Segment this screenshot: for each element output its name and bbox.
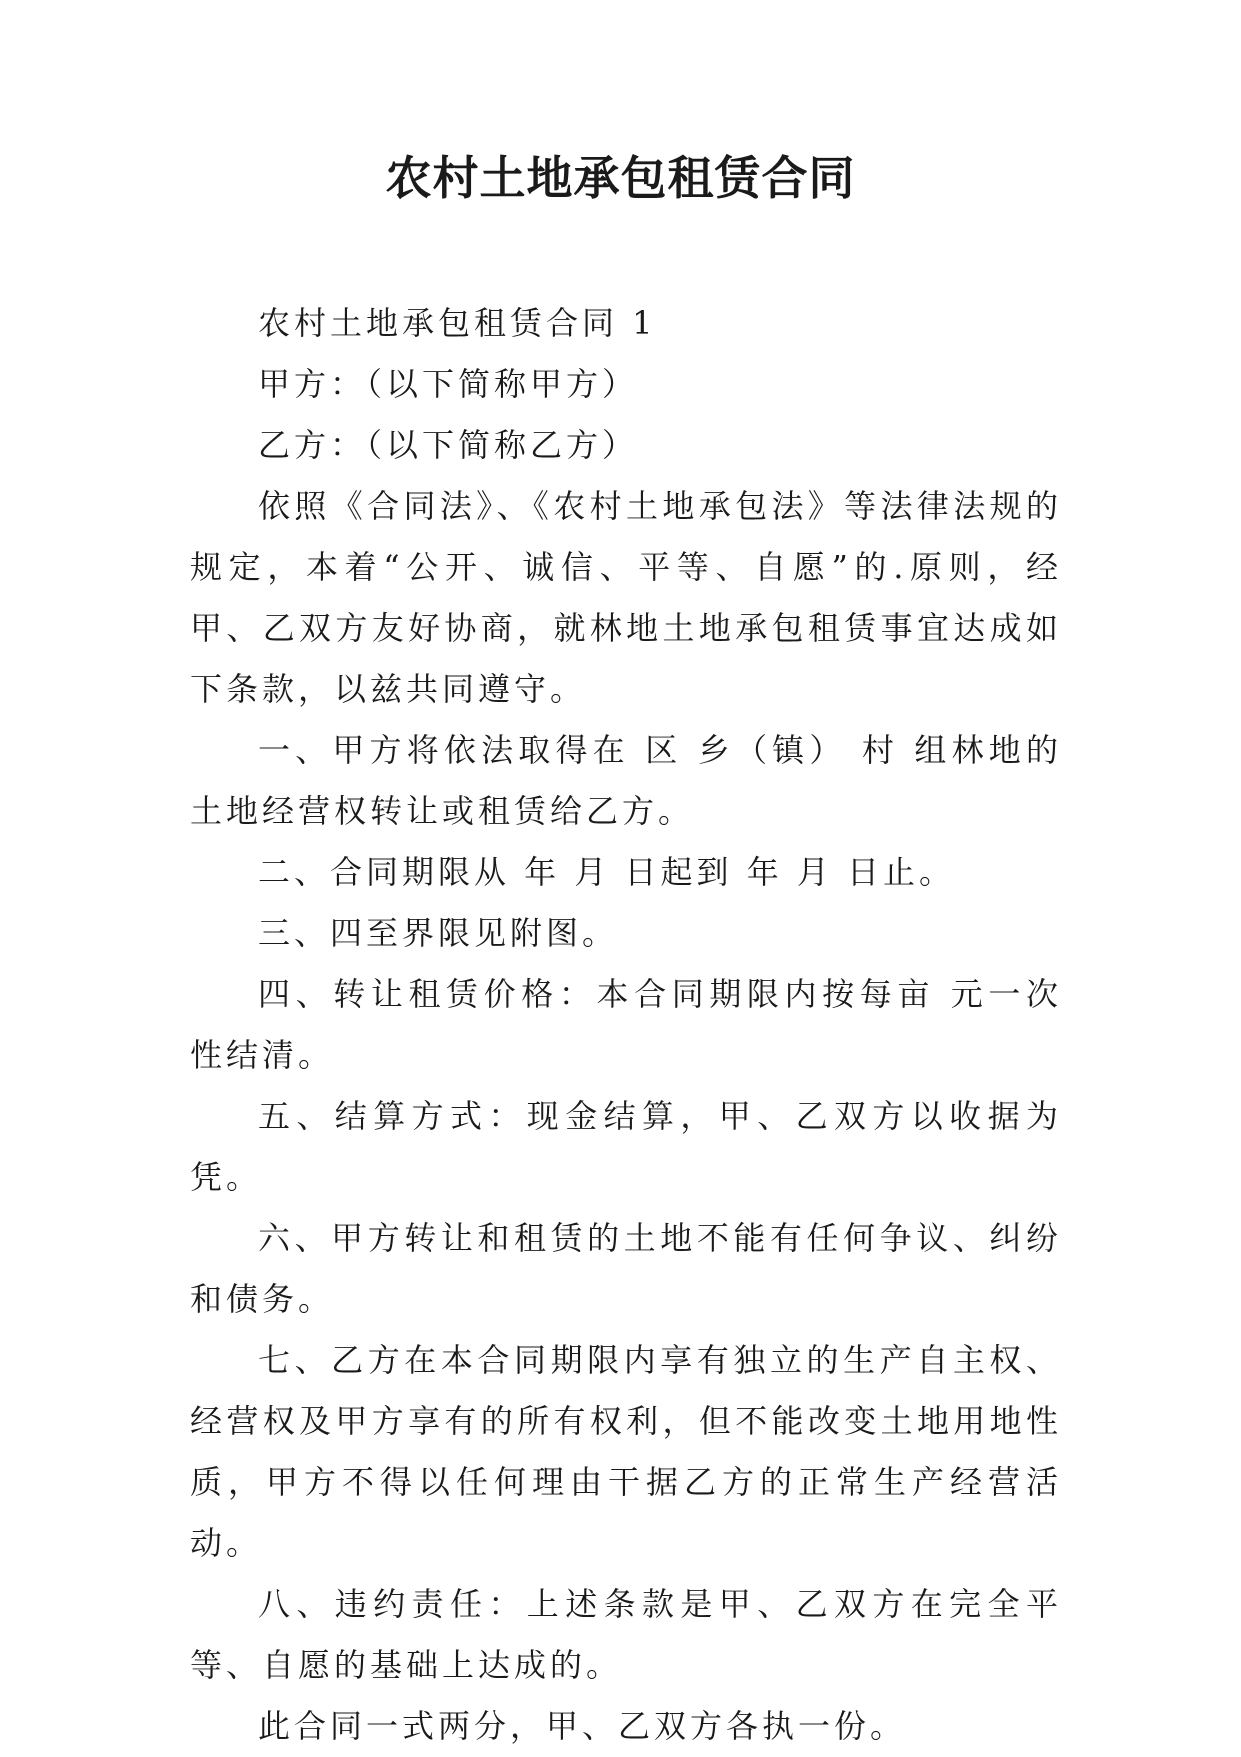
paragraph-clause-2: 二、合同期限从 年 月 日起到 年 月 日止。 xyxy=(258,853,956,891)
paragraph-clause-7: 七、乙方在本合同期限内享有独立的生产自主权、经营权及甲方享有的所有权利，但不能改变土地用地性质，甲方不得以任何理由干据乙方的正常生产经营活动。 xyxy=(190,1341,1062,1562)
paragraph-preamble: 依照《合同法》、《农村土地承包法》等法律法规的规定，本着“公开、诚信、平等、自愿”的.原则，经甲、乙双方友好协商，就林地土地承包租赁事宜达成如下条款，以兹共同遵守。 xyxy=(190,487,1062,708)
paragraph-party-a: 甲方：（以下简称甲方） xyxy=(258,365,639,403)
paragraph-copies: 此合同一式两分，甲、乙双方各执一份。 xyxy=(258,1707,907,1745)
document-body xyxy=(190,293,1062,1757)
paragraph-clause-8: 八、违约责任：上述条款是甲、乙双方在完全平等、自愿的基础上达成的。 xyxy=(190,1585,1062,1684)
paragraph-subtitle: 农村土地承包租赁合同 1 xyxy=(258,304,657,342)
paragraph-clause-3: 三、四至界限见附图。 xyxy=(258,914,619,952)
paragraph-clause-5: 五、结算方式：现金结算，甲、乙双方以收据为凭。 xyxy=(190,1097,1062,1196)
paragraph-party-b: 乙方：（以下简称乙方） xyxy=(258,426,639,464)
paragraph-clause-1: 一、甲方将依法取得在 区 乡（镇） 村 组林地的土地经营权转让或租赁给乙方。 xyxy=(190,731,1062,830)
paragraph-clause-6: 六、甲方转让和租赁的土地不能有任何争议、纠纷和债务。 xyxy=(190,1219,1062,1318)
document-title: 农村土地承包租赁合同 xyxy=(385,151,856,205)
paragraph-clause-4: 四、转让租赁价格：本合同期限内按每亩 元一次性结清。 xyxy=(190,975,1062,1074)
